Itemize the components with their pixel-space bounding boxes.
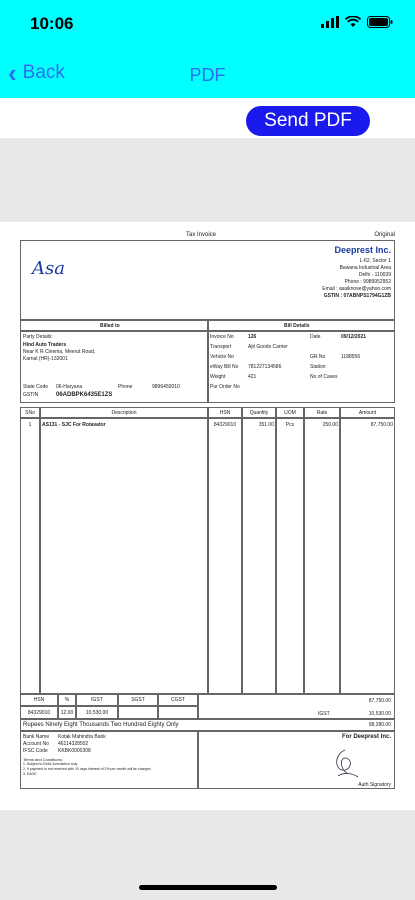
bill-detail-value: 421 (248, 374, 257, 380)
item-cell: 84329010 (213, 422, 237, 428)
account-no: 46114328502 (58, 741, 89, 747)
party-address-line1: Near K R Cinema, Meerut Road, (23, 349, 96, 355)
items-header-label: Amount (358, 410, 377, 416)
auth-signatory: Auth Signatory (358, 782, 391, 788)
party-state: 06-Haryana (56, 384, 83, 390)
bill-detail-value: 781227134586 (248, 364, 282, 370)
party-label: Party Details: (23, 334, 53, 340)
account-no-label: Account No (23, 741, 49, 747)
bill-detail-label: Invoice No (210, 334, 234, 340)
item-cell: 250.00 (322, 422, 338, 428)
company-address-line1: L-62, Sector 1 (359, 258, 391, 264)
bank-name-label: Bank Name (23, 734, 50, 740)
tax-header-label: HSN (33, 697, 45, 703)
item-cell: AS131 - SJC For Rotavator (42, 422, 106, 428)
bill-detail-value: 09/12/2021 (341, 334, 367, 340)
bank-name: Kotak Mahindra Bank (58, 734, 106, 740)
item-cell: 351.00 (258, 422, 274, 428)
igst-total-label: IGST (318, 711, 330, 717)
signal-icon (321, 16, 339, 28)
signature-icon (330, 746, 360, 780)
tax-header-label: CGST (171, 697, 185, 703)
bill-detail-value: Ajit Goods Carrier (248, 344, 288, 350)
chevron-left-icon: ‹ (8, 58, 17, 88)
pdf-page (0, 222, 415, 810)
items-header-label: UOM (284, 410, 296, 416)
ifsc-code: KKBK0000308 (58, 748, 91, 754)
bill-details-label: Bill Details (284, 323, 310, 329)
party-gstin-label: GSTIN (23, 392, 39, 398)
party-address-line2: Karnal (HR)-132001 (23, 356, 68, 362)
company-address-line2: Bawana Industrial Area (339, 265, 391, 271)
send-pdf-button[interactable]: Send PDF (246, 106, 370, 136)
invoice-heading: Tax Invoice (186, 232, 217, 238)
items-column (304, 418, 340, 694)
battery-icon (367, 16, 393, 28)
company-logo: Asa (32, 258, 65, 279)
tax-header-label: SGST (131, 697, 145, 703)
party-gstin: 06ADBPK6435E1ZS (56, 392, 113, 398)
item-cell: 1 (28, 422, 32, 428)
bill-detail-label: Weight (210, 374, 226, 380)
bill-detail-label: GR No (310, 354, 326, 360)
company-gstin: GSTIN : 07ABNPS1794G1ZB (323, 293, 391, 299)
items-column (340, 418, 395, 694)
toolbar (0, 98, 415, 138)
bill-detail-value: 126 (248, 334, 257, 340)
bill-detail-label: No of Cases (310, 374, 338, 380)
bill-detail-label: eWay Bill No (210, 364, 239, 370)
term-1: 1. Subject to Delhi Jurisdiction only. (23, 762, 78, 766)
bill-detail-label: Transport (210, 344, 232, 350)
bill-detail-value: 1188556 (341, 354, 361, 360)
party-state-label: State Code (23, 384, 49, 390)
party-phone: 9896450010 (152, 384, 180, 390)
item-cell: Pcs (285, 422, 295, 428)
bill-detail-label: Date (310, 334, 321, 340)
items-column (208, 418, 242, 694)
status-time: 10:06 (30, 14, 74, 33)
items-column (40, 418, 208, 694)
subtotal-amount: 87,750.00 (368, 698, 391, 704)
back-label: Back (22, 62, 65, 83)
items-column (20, 418, 40, 694)
bill-detail-label: Pur Order No (210, 384, 240, 390)
status-icons (321, 16, 393, 28)
company-email: Email : asaiknose@yahoo.com (322, 286, 391, 292)
grand-total: 98,280.00 (368, 722, 391, 728)
amount-in-words: Rupees Ninety Eight Thousands Two Hundred Eighty Only (23, 722, 179, 728)
tax-cell: 12.00 (60, 710, 74, 716)
term-2: 2. If payment is not received with 10 days interest of 2% per month will be charged (23, 767, 151, 771)
tax-cell-box (118, 706, 158, 719)
wifi-icon (345, 16, 361, 28)
invoice-copy-label: Original (374, 232, 395, 238)
party-phone-label: Phone (118, 384, 133, 390)
page-title: PDF (189, 65, 226, 85)
term-3: 3. E&OE (23, 772, 37, 776)
items-header-label: Quantity (249, 410, 269, 416)
igst-total-amount: 10,530.00 (368, 711, 391, 717)
tax-header-label: % (64, 697, 70, 703)
item-cell: 87,750.00 (370, 422, 393, 428)
items-header-label: Description (111, 410, 137, 416)
party-name: Hind Auto Traders (23, 342, 67, 348)
tax-totals-box (198, 694, 395, 719)
items-column (242, 418, 276, 694)
home-indicator (139, 885, 277, 890)
tax-cell-box (158, 706, 198, 719)
terms-label: Terms and Conditions: (23, 757, 63, 762)
bill-detail-label: Station (310, 364, 326, 370)
bill-detail-label: Vehicle No (210, 354, 234, 360)
items-header-label: SNo (25, 410, 35, 416)
items-header-label: HSN (219, 410, 231, 416)
tax-cell: 84329010 (27, 710, 51, 716)
status-bar (0, 0, 415, 54)
items-header-label: Rate (316, 410, 328, 416)
company-name: Deeprest Inc. (334, 245, 391, 255)
ifsc-label: IFSC Code (23, 748, 48, 754)
items-column (276, 418, 304, 694)
company-phone: Phone : 9989952952 (344, 279, 391, 285)
billed-to-label: Billed to (100, 323, 120, 329)
for-company: For Deeprest Inc. (341, 734, 391, 740)
tax-header-label: IGST (91, 697, 103, 703)
company-address-line3: Delhi - 110039 (358, 272, 391, 278)
tax-cell: 10,530.00 (85, 710, 109, 716)
navigation-bar (0, 54, 415, 98)
